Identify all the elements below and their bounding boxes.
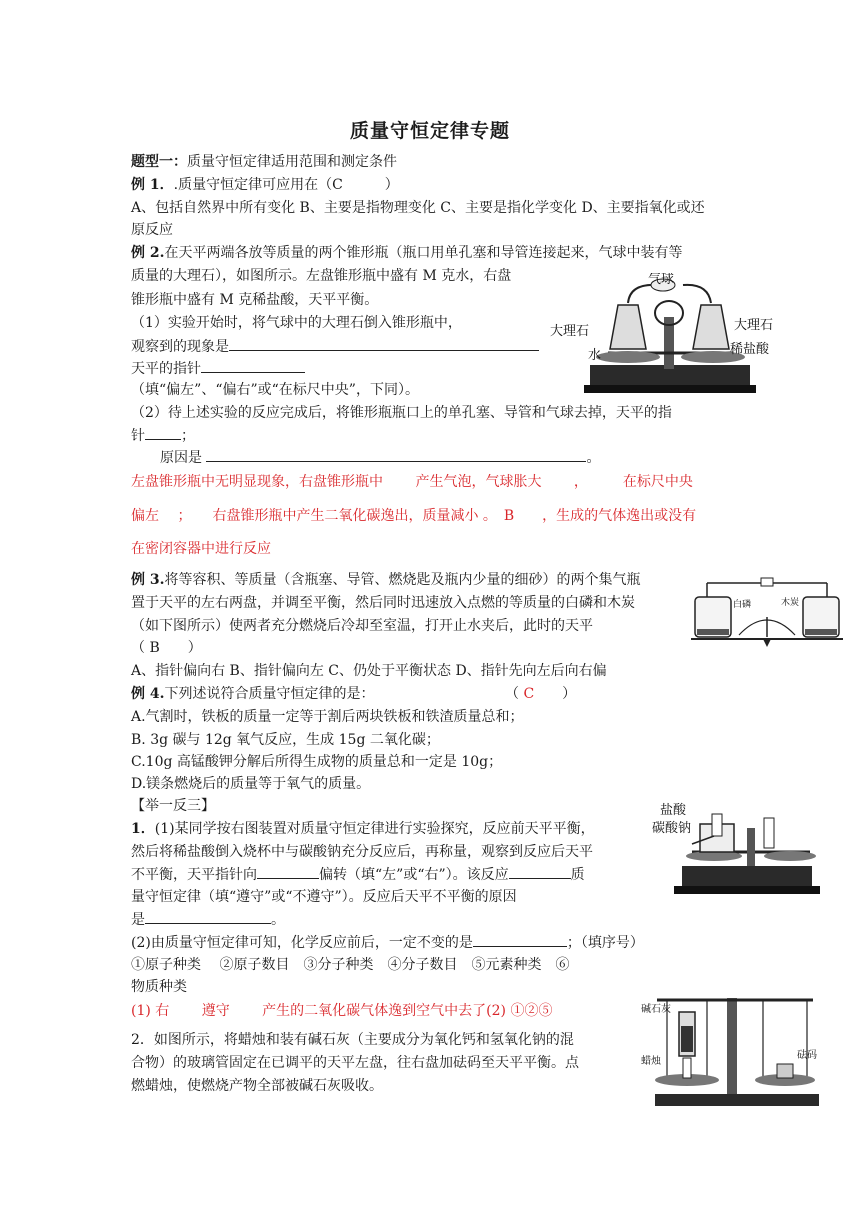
label-soda-lime: 碱石灰 bbox=[641, 1004, 671, 1015]
ex3-options: A、指针偏向右 B、指针偏向左 C、仍处于平衡状态 D、指针先向左后向右偏 bbox=[131, 663, 607, 679]
page-title: 质量守恒定律专题 bbox=[349, 120, 510, 142]
label-acid: 稀盐酸 bbox=[730, 342, 770, 357]
p1-line-7: ①原子种类 ②原子数目 ③分子种类 ④分子数目 ⑤元素种类 ⑥ bbox=[131, 957, 570, 973]
p2-balance-figure bbox=[637, 978, 833, 1110]
ex3-label: 例 3. bbox=[131, 572, 165, 588]
label-water: 水 bbox=[588, 348, 602, 363]
ex2-balance-figure bbox=[548, 273, 776, 397]
ex4-option-d: D.镁条燃烧后的质量等于氧气的质量。 bbox=[131, 776, 371, 792]
p1-blank-direction[interactable] bbox=[257, 864, 319, 879]
type1-line bbox=[131, 152, 397, 172]
ex1-options-2: 原反应 bbox=[131, 222, 173, 238]
ex4-option-c: C.10g 高锰酸钾分解后所得生成物的质量总和一定是 10g； bbox=[131, 754, 503, 770]
ex2-line-8: （2）待上述实验的反应完成后，将锥形瓶瓶口上的单孔塞、导管和气球去掉，天平的指 bbox=[131, 405, 672, 421]
ex2-line-1 bbox=[131, 243, 683, 263]
ex2-text-1: 在天平两端各放等质量的两个锥形瓶（瓶口用单孔塞和导管连接起来，气球中装有等 bbox=[164, 245, 683, 261]
label-balloon: 气球 bbox=[648, 273, 675, 287]
ex4-option-a: A.气割时，铁板的质量一定等于割后两块铁板和铁渣质量总和； bbox=[131, 709, 524, 725]
p1-text-5b: 。 bbox=[271, 912, 285, 928]
p1-text-1: (1)某同学按右图装置对质量守恒定律进行实验探究，反应前天平平衡， bbox=[154, 821, 595, 837]
p1-label: 1． bbox=[131, 821, 155, 837]
ex2-blank-observation[interactable] bbox=[229, 336, 539, 351]
ex1-label: 例 1． bbox=[131, 177, 174, 193]
ex2-line-9 bbox=[131, 425, 195, 446]
ex4-answer: C bbox=[523, 686, 535, 702]
label-candle: 蜡烛 bbox=[641, 1056, 661, 1067]
ex3-text-1: 将等容积、等质量（含瓶塞、导管、燃烧匙及瓶内少量的细砂）的两个集气瓶 bbox=[164, 572, 641, 588]
ex2-answer-2: 偏左 ； 右盘锥形瓶中产生二氧化碳逸出，质量减小 。 B ，生成的气体逸出或没有 bbox=[131, 508, 697, 524]
ex2-text-9: 针 bbox=[131, 428, 145, 444]
p2-line-1: 2．如图所示，将蜡烛和装有碱石灰（主要成分为氧化钙和氢氧化钠的混 bbox=[131, 1032, 574, 1048]
ex2-text-5: 观察到的现象是 bbox=[131, 339, 229, 355]
p1-line-5 bbox=[131, 909, 285, 930]
p2-line-3: 燃蜡烛，使燃烧产物全部被碱石灰吸收。 bbox=[131, 1078, 383, 1094]
p1-line-2: 然后将稀盐酸倒入烧杯中与碳酸钠充分反应后，再称量，观察到反应后天平 bbox=[131, 844, 593, 860]
ex2-line-3: 锥形瓶中盛有 M 克稀盐酸，天平平衡。 bbox=[131, 292, 379, 308]
p2-line-2: 合物）的玻璃管固定在已调平的天平左盘，往右盘加砝码至天平平衡。点 bbox=[131, 1055, 579, 1071]
p1-answer: (1) 右 遵守 产生的二氧化碳气体逸到空气中去了(2) ①②⑤ bbox=[131, 1003, 553, 1019]
section-heading: 【举一反三】 bbox=[131, 798, 215, 814]
p1-balance-figure bbox=[652, 800, 832, 898]
ex4-paren-close: ） bbox=[534, 686, 577, 702]
ex2-line-10 bbox=[160, 447, 600, 468]
p1-blank-obey[interactable] bbox=[509, 864, 571, 879]
p1-line-3 bbox=[131, 864, 585, 885]
ex2-line-4: （1）实验开始时，将气球中的大理石倒入锥形瓶中， bbox=[131, 315, 462, 331]
ex2-answer-3: 在密闭容器中进行反应 bbox=[131, 541, 271, 557]
ex2-line-5 bbox=[131, 336, 539, 357]
ex4-line-1 bbox=[131, 684, 375, 704]
ex3-line-3: （如下图所示）使两者充分燃烧后冷却至室温，打开止水夹后，此时的天平 bbox=[131, 618, 593, 634]
p1-text-5a: 是 bbox=[131, 912, 145, 928]
ex2-text-9b: ； bbox=[181, 428, 195, 444]
label-sodium-carbonate: 碳酸钠 bbox=[652, 821, 692, 836]
ex2-text-6: 天平的指针 bbox=[131, 361, 201, 377]
p1-text-3c: 质 bbox=[570, 867, 585, 883]
ex3-line-4 bbox=[131, 638, 202, 658]
p1-text-6b: ；（填序号） bbox=[566, 935, 644, 951]
p1-line-1 bbox=[131, 819, 595, 839]
ex4-paren-open: （ bbox=[505, 686, 519, 702]
p1-text-6a: (2)由质量守恒定律可知，化学反应前后，一定不变的是 bbox=[131, 935, 473, 951]
ex1-stem-line bbox=[131, 175, 399, 195]
ex2-answer-1: 左盘锥形瓶中无明显现象，右盘锥形瓶中 产生气泡，气球胀大 ， 在标尺中央 bbox=[131, 474, 693, 490]
ex4-label: 例 4. bbox=[131, 686, 165, 702]
ex2-line-6 bbox=[131, 358, 305, 379]
p1-text-3a: 不平衡，天平指针向 bbox=[131, 867, 257, 883]
ex3-answer: B bbox=[149, 640, 160, 656]
ex2-text-10: 原因是 bbox=[160, 450, 202, 466]
ex3-paren-open: （ bbox=[131, 640, 145, 656]
ex2-line-7: （填“偏左”、“偏右”或“在标尺中央”，下同）。 bbox=[131, 382, 419, 398]
label-weight: 砝码 bbox=[797, 1050, 817, 1061]
ex4-stem: 下列述说符合质量守恒定律的是： bbox=[164, 686, 375, 702]
ex3-balance-figure bbox=[687, 575, 847, 653]
ex2-label: 例 2. bbox=[131, 245, 165, 261]
p1-line-6 bbox=[131, 932, 644, 953]
ex4-answer-line bbox=[505, 684, 576, 704]
label-marble-left: 大理石 bbox=[550, 324, 590, 339]
p1-blank-unchanged[interactable] bbox=[473, 932, 567, 947]
p1-line-8: 物质种类 bbox=[131, 979, 187, 995]
ex3-paren-close: ） bbox=[159, 640, 202, 656]
ex2-text-10b: 。 bbox=[586, 450, 601, 466]
type1-label: 题型一： bbox=[131, 154, 187, 170]
ex1-options-1: A、包括自然界中所有变化 B、主要是指物理变化 C、主要是指化学变化 D、主要指氧化或还 bbox=[131, 200, 705, 216]
ex4-option-b: B. 3g 碳与 12g 氧气反应，生成 15g 二氧化碳； bbox=[131, 732, 440, 748]
p1-line-4: 量守恒定律（填“遵守”或“不遵守”）。反应后天平不平衡的原因 bbox=[131, 889, 517, 905]
label-charcoal: 木炭 bbox=[781, 598, 800, 608]
label-white-phosphorus: 白磷 bbox=[733, 600, 752, 610]
ex2-line-2: 质量的大理石），如图所示。左盘锥形瓶中盛有 M 克水，右盘 bbox=[131, 268, 512, 284]
ex2-blank-reason[interactable] bbox=[206, 447, 586, 462]
ex3-line-2: 置于天平的左右两盘，并调至平衡，然后同时迅速放入点燃的等质量的白磷和木炭 bbox=[131, 595, 635, 611]
label-marble-right: 大理石 bbox=[734, 318, 774, 333]
label-hydrochloric-acid: 盐酸 bbox=[660, 803, 687, 818]
ex2-blank-pointer-2[interactable] bbox=[145, 425, 181, 440]
p1-text-3b: 偏转（填“左”或“右”）。该反应 bbox=[319, 867, 509, 883]
type1-text: 质量守恒定律适用范围和测定条件 bbox=[187, 154, 397, 170]
p1-blank-reason[interactable] bbox=[145, 909, 271, 924]
ex3-line-1 bbox=[131, 570, 641, 590]
ex1-stem: .质量守恒定律可应用在（C ） bbox=[173, 177, 399, 193]
ex2-blank-pointer[interactable] bbox=[201, 358, 305, 373]
